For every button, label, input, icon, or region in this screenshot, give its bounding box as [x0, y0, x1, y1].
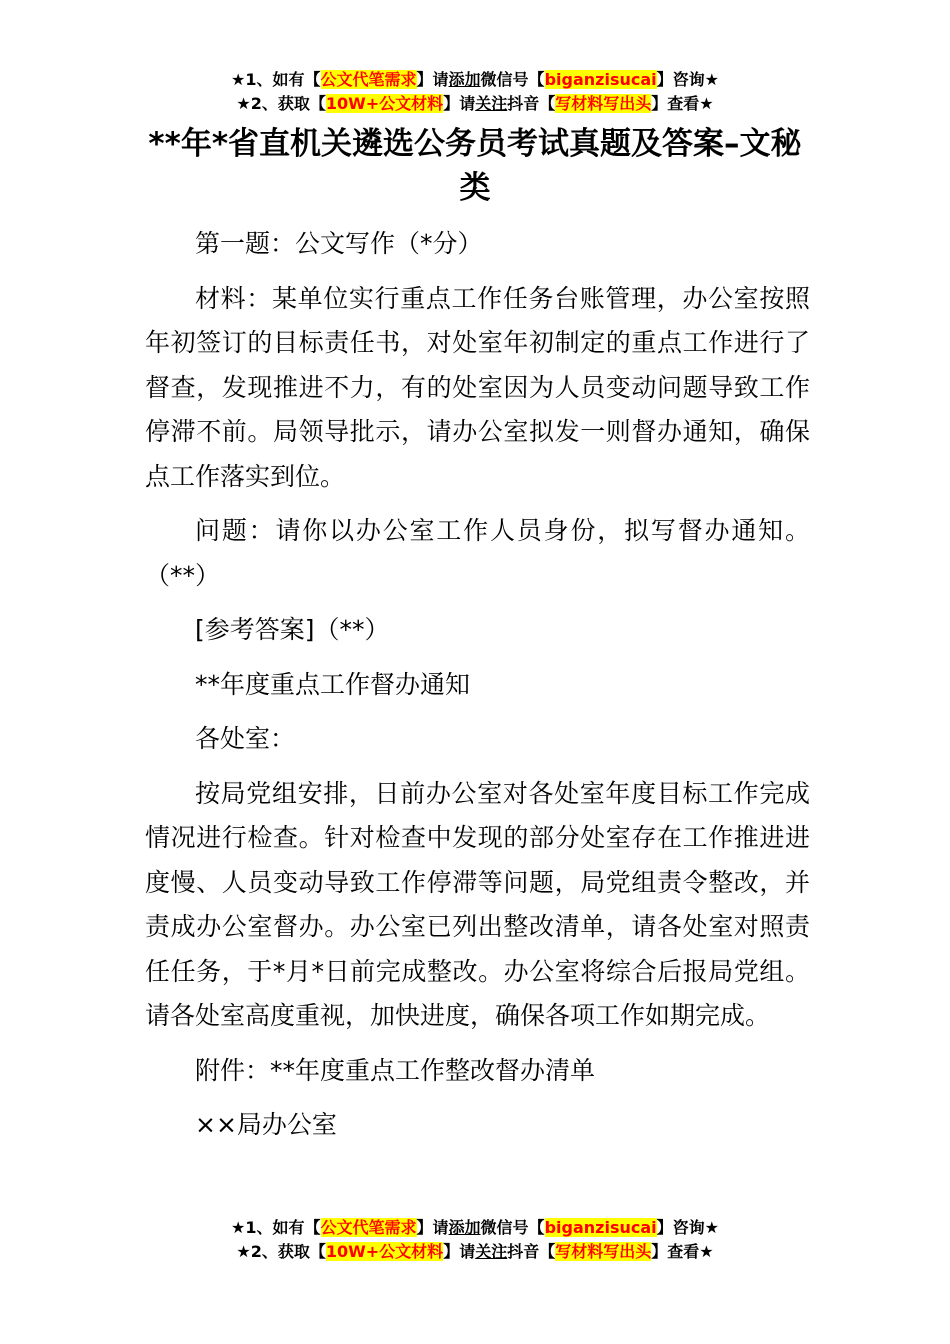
banner-highlight: 写材料写出头	[555, 1242, 652, 1261]
banner-line-1	[0, 68, 950, 92]
banner-text: 】请	[416, 1218, 449, 1237]
banner-highlight: 公文代笔需求	[320, 1218, 417, 1237]
notice-salutation: 各处室：	[195, 724, 296, 753]
banner-text: ★2、获取【	[236, 1242, 326, 1261]
banner-text: 】咨询★	[656, 1218, 719, 1237]
notice-signature: ××局办公室	[195, 1110, 337, 1139]
banner-text: 抖音【	[507, 1242, 556, 1261]
material-paragraph: 材料：某单位实行重点工作任务台账管理，办公室按照年初签订的目标责任书，对处室年初制定的重点工作进行了督查，发现推进不力，有的处室因为人员变动问题导致工作停滞不前。局领导批示，请办公室拟发一则督办通知，确保点工作落实到位。	[145, 283, 810, 491]
banner-text: 微信号【	[480, 70, 545, 89]
banner-text: ★2、获取【	[236, 94, 326, 113]
banner-text: ★1、如有【	[231, 1218, 321, 1237]
banner-text: 抖音【	[507, 94, 556, 113]
banner-line-1	[0, 1216, 950, 1240]
banner-line-2	[0, 92, 950, 116]
banner-highlight: 写材料写出头	[555, 94, 652, 113]
document-title: **年*省直机关遴选公务员考试真题及答案–文秘类	[148, 126, 802, 206]
banner-highlight: 10W+公文材料	[325, 94, 444, 113]
banner-text: 微信号【	[480, 1218, 545, 1237]
document-body	[145, 222, 810, 1158]
banner-text: 】查看★	[651, 1242, 714, 1261]
banner-text: 】请	[416, 70, 449, 89]
question-heading: 第一题：公文写作（*分）	[195, 229, 483, 258]
banner-text: ★1、如有【	[231, 70, 321, 89]
notice-body: 按局党组安排，日前办公室对各处室年度目标工作完成情况进行检查。针对检查中发现的部分处室存在工作推进进度慢、人员变动导致工作停滞等问题，局党组责令整改，并责成办公室督办。办公室已列出整改清单，请各处室对照责任任务，于*月*日前完成整改。办公室将综合后报局党组。请各处室高度重视，加快进度，确保各项工作如期完成。	[145, 778, 810, 1030]
banner-text: 】咨询★	[656, 70, 719, 89]
banner-text: 】查看★	[651, 94, 714, 113]
notice-title: **年度重点工作督办通知	[195, 669, 471, 699]
banner-highlight: 公文代笔需求	[320, 70, 417, 89]
bottom-banner	[0, 1216, 950, 1264]
banner-underlined-text: 关注	[475, 94, 508, 113]
banner-underlined-text: 添加	[448, 1218, 481, 1237]
banner-highlight: biganzisucai	[544, 1218, 657, 1237]
banner-underlined-text: 关注	[475, 1242, 508, 1261]
banner-line-2	[0, 1240, 950, 1264]
banner-text: 】请	[443, 1242, 476, 1261]
notice-attachment: 附件：**年度重点工作整改督办清单	[195, 1055, 596, 1085]
banner-text: 】请	[443, 94, 476, 113]
banner-highlight: 10W+公文材料	[325, 1242, 444, 1261]
top-banner	[0, 68, 950, 116]
question-paragraph: 问题：请你以办公室工作人员身份，拟写督办通知。（**）	[145, 516, 810, 590]
answer-heading: [参考答案]（**）	[195, 615, 390, 644]
banner-highlight: biganzisucai	[544, 70, 657, 89]
banner-underlined-text: 添加	[448, 70, 481, 89]
